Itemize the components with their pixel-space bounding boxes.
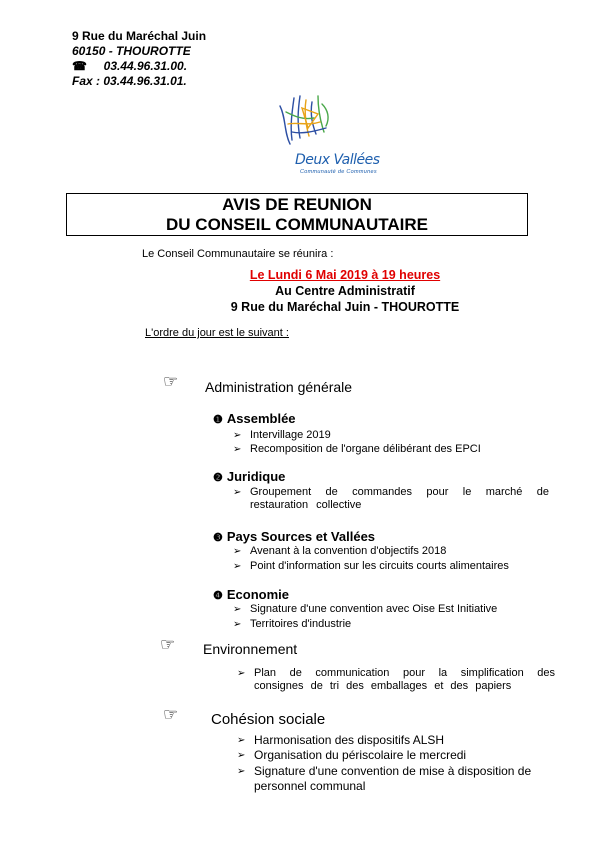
phone-line (72, 59, 187, 74)
meeting-place: Au Centre Administratif (275, 284, 415, 298)
title-box (66, 193, 528, 236)
section-title: Cohésion sociale (211, 711, 326, 728)
section-title: Environnement (203, 641, 298, 657)
pointing-hand-icon: ☞ (160, 635, 176, 654)
list-item: ➢ Signature d'une convention avec Oise Est Initiative (233, 603, 498, 615)
meeting-date (100, 268, 590, 283)
list-item: ➢ Organisation du périscolaire le mercredi (237, 748, 467, 762)
phone-number: 03.44.96.31.00. (103, 59, 188, 73)
meeting-address: 9 Rue du Maréchal Juin - THOUROTTE (230, 300, 460, 314)
arrow-bullet-icon: ➢ (237, 735, 246, 746)
intro-text: Le Conseil Communautaire se réunira : (142, 248, 334, 260)
arrow-bullet-icon: ➢ (233, 430, 242, 441)
title-line1: AVIS DE REUNION (222, 195, 372, 214)
arrow-bullet-icon: ➢ (233, 619, 242, 630)
arrow-bullet-icon: ➢ (233, 444, 242, 455)
deux-vallees-logo (262, 92, 372, 156)
number-3-icon: ❸ (213, 532, 223, 544)
address-street: 9 Rue du Maréchal Juin (72, 29, 207, 43)
arrow-bullet-icon: ➢ (237, 750, 246, 761)
title-line2: DU CONSEIL COMMUNAUTAIRE (166, 215, 428, 234)
subsection-title: ❹ Economie (213, 587, 289, 602)
list-item: ➢ Harmonisation des dispositifs ALSH (237, 733, 445, 747)
pointing-hand-icon: ☞ (163, 372, 179, 391)
pointing-hand-icon: ☞ (163, 705, 179, 724)
subsection-title: ❷ Juridique (213, 469, 286, 484)
section-title: Administration générale (205, 379, 353, 395)
number-1-icon: ❶ (213, 414, 223, 426)
list-item: ➢ Avenant à la convention d'objectifs 2018 (233, 545, 447, 557)
address-city: 60150 - THOUROTTE (72, 44, 191, 58)
logo-subtitle: Communauté de Communes (300, 169, 377, 175)
list-item: ➢ Plan de communication pour la simplification des consignes de tri des emballages et des papiers (237, 667, 555, 692)
list-item: ➢ Recomposition de l'organe délibérant des EPCI (233, 443, 481, 455)
number-4-icon: ❹ (213, 590, 223, 602)
meeting-date-text: Le Lundi 6 Mai 2019 à 19 heures (249, 268, 441, 282)
list-item: ➢ Intervillage 2019 (233, 429, 331, 441)
fax-line: Fax : 03.44.96.31.01. (72, 74, 187, 88)
arrow-bullet-icon: ➢ (237, 668, 246, 679)
subsection-title: ❶ Assemblée (213, 411, 296, 426)
arrow-bullet-icon: ➢ (237, 766, 246, 777)
list-item: ➢ Signature d'une convention de mise à disposition de personnel communal (237, 764, 532, 793)
list-item: ➢ Groupement de commandes pour le marché de restauration collective (233, 486, 549, 511)
telephone-icon: ☎ (72, 59, 87, 73)
arrow-bullet-icon: ➢ (233, 604, 242, 615)
list-item: ➢ Point d'information sur les circuits courts alimentaires (233, 560, 509, 572)
agenda-intro: L'ordre du jour est le suivant : (145, 327, 289, 339)
arrow-bullet-icon: ➢ (233, 487, 242, 498)
logo-title: Deux Vallées (295, 152, 380, 168)
subsection-title: ❸ Pays Sources et Vallées (213, 529, 376, 544)
arrow-bullet-icon: ➢ (233, 561, 242, 572)
arrow-bullet-icon: ➢ (233, 546, 242, 557)
number-2-icon: ❷ (213, 472, 223, 484)
list-item: ➢ Territoires d'industrie (233, 618, 352, 630)
